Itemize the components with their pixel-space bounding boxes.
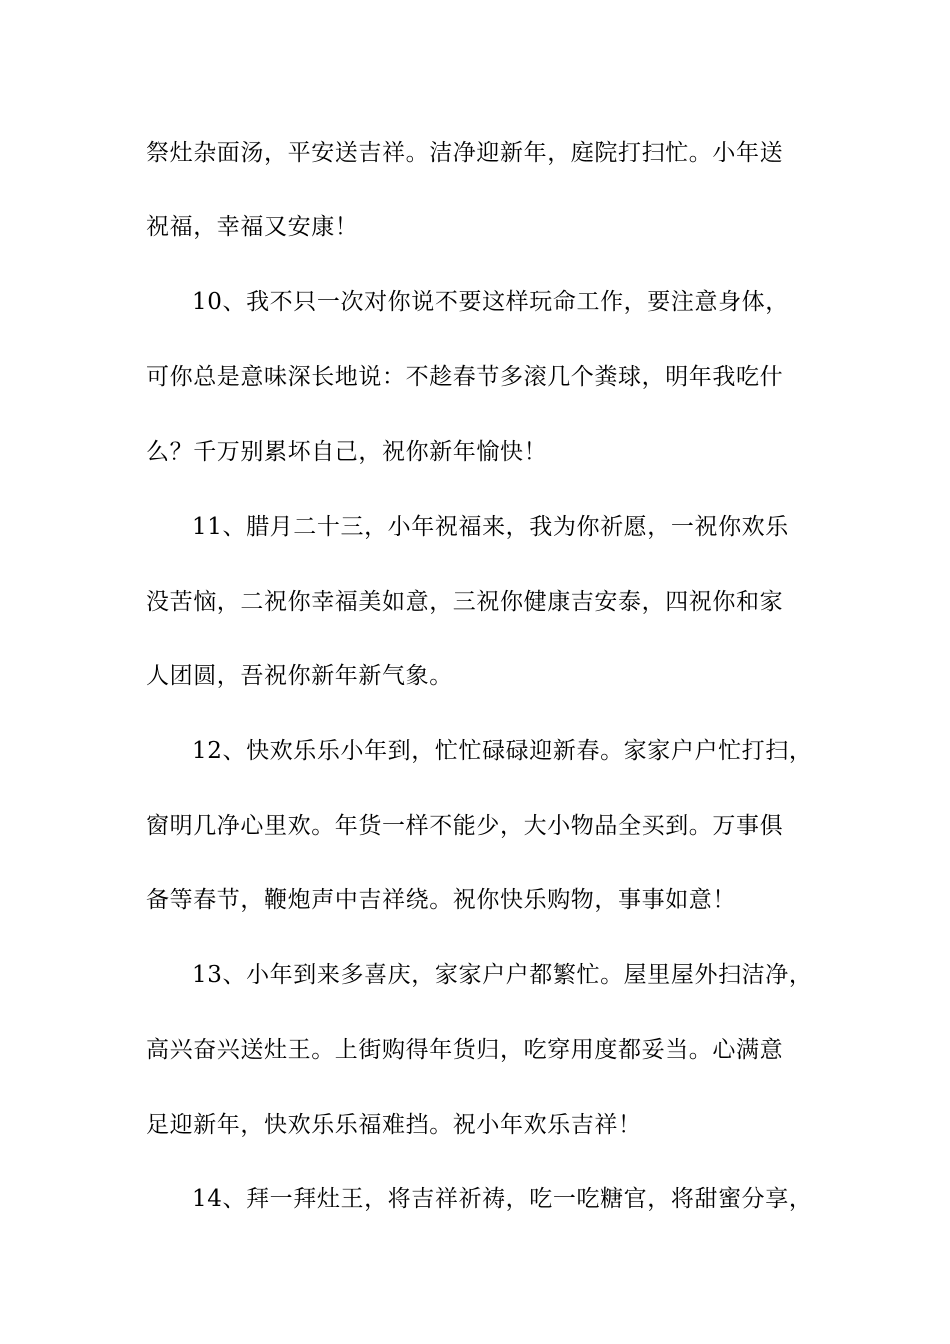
text-line: 13、小年到来多喜庆，家家户户都繁忙。屋里屋外扫洁净， xyxy=(192,962,813,988)
text-line: 窗明几净心里欢。年货一样不能少，大小物品全买到。万事俱 xyxy=(146,813,784,839)
text-line: 14、拜一拜灶王，将吉祥祈祷，吃一吃糖官，将甜蜜分享， xyxy=(192,1186,813,1212)
text-line: 高兴奋兴送灶王。上街购得年货归，吃穿用度都妥当。心满意 xyxy=(146,1037,784,1063)
text-line: 备等春节，鞭炮声中吉祥绕。祝你快乐购物，事事如意！ xyxy=(146,887,736,913)
text-line: 11、腊月二十三，小年祝福来，我为你祈愿，一祝你欢乐 xyxy=(192,514,789,540)
text-line: 可你总是意味深长地说：不趁春节多滚几个粪球，明年我吃什 xyxy=(146,364,784,390)
text-line: 么？千万别累坏自己，祝你新年愉快！ xyxy=(146,439,548,465)
text-line: 人团圆，吾祝你新年新气象。 xyxy=(146,663,453,689)
text-line: 足迎新年，快欢乐乐福难挡。祝小年欢乐吉祥！ xyxy=(146,1112,642,1138)
text-line: 12、快欢乐乐小年到，忙忙碌碌迎新春。家家户户忙打扫， xyxy=(192,738,813,764)
text-line: 祝福，幸福又安康！ xyxy=(146,214,359,240)
text-line: 没苦恼，二祝你幸福美如意，三祝你健康吉安泰，四祝你和家 xyxy=(146,589,784,615)
text-line: 祭灶杂面汤，平安送吉祥。洁净迎新年，庭院打扫忙。小年送 xyxy=(146,140,784,166)
text-line: 10、我不只一次对你说不要这样玩命工作，要注意身体， xyxy=(192,289,789,315)
